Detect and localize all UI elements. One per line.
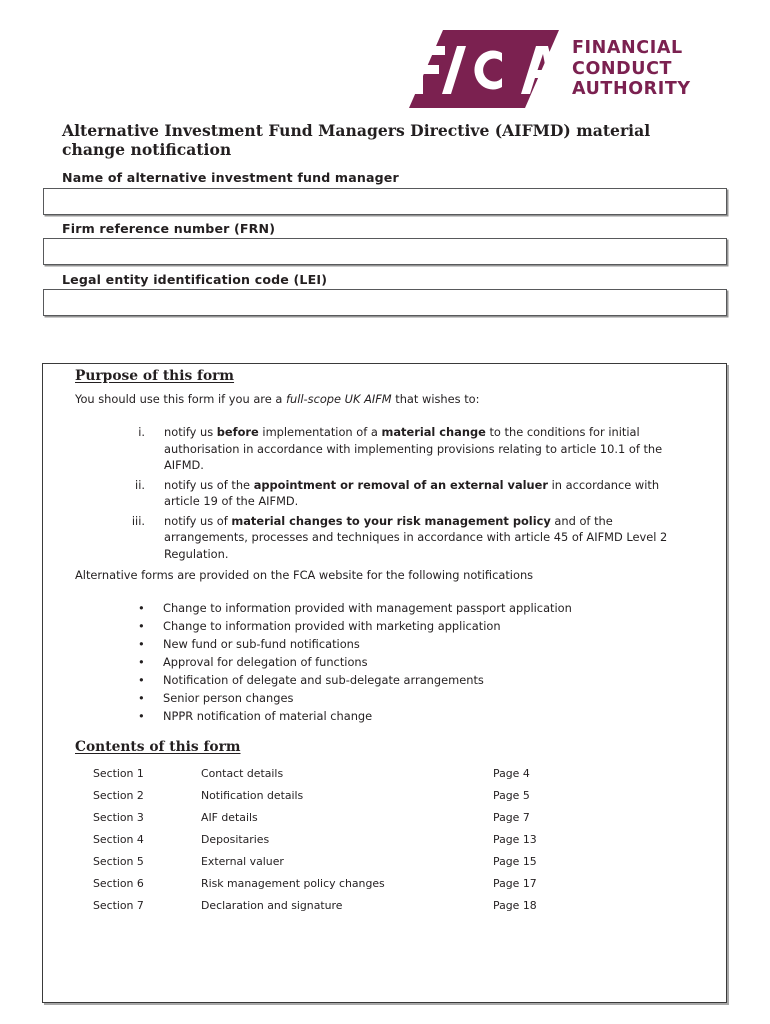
contents-section-cell: Section 7 bbox=[93, 899, 144, 912]
purpose-heading: Purpose of this form bbox=[75, 368, 235, 384]
alternative-form-label: Approval for delegation of functions bbox=[163, 655, 368, 669]
label-aifm-name: Name of alternative investment fund manager bbox=[62, 170, 399, 185]
bullet-icon: • bbox=[138, 655, 145, 669]
fca-logo-wordmark bbox=[572, 38, 691, 100]
table-row bbox=[43, 829, 726, 851]
fca-logo bbox=[409, 30, 689, 108]
contents-page-cell: Page 15 bbox=[493, 855, 537, 868]
purpose-list-item bbox=[43, 513, 726, 563]
purpose-list-marker: i. bbox=[138, 425, 145, 439]
alternative-form-item bbox=[43, 707, 726, 725]
purpose-list-item bbox=[43, 424, 726, 474]
alternative-form-label: New fund or sub-fund notifications bbox=[163, 637, 360, 651]
input-aifm-name[interactable] bbox=[43, 188, 727, 215]
fca-logo-mark bbox=[409, 30, 559, 108]
contents-description-cell: External valuer bbox=[201, 855, 284, 868]
input-firm-reference-number[interactable] bbox=[43, 238, 727, 265]
purpose-list-text: notify us of material changes to your risk management policy and of the arrangements, processes and techniques in accordance with article 45 of AIFMD Level 2 Regulation. bbox=[164, 513, 668, 561]
bullet-icon: • bbox=[138, 709, 145, 723]
table-row bbox=[43, 851, 726, 873]
alternative-form-label: NPPR notification of material change bbox=[163, 709, 373, 723]
contents-section-cell: Section 1 bbox=[93, 767, 144, 780]
purpose-list-marker: ii. bbox=[135, 477, 145, 492]
alternative-form-item bbox=[43, 671, 726, 689]
logo-word-line-2: CONDUCT bbox=[572, 58, 673, 79]
table-row bbox=[43, 807, 726, 829]
bullet-icon: • bbox=[138, 673, 145, 687]
contents-description-cell: Declaration and signature bbox=[201, 899, 343, 912]
purpose-panel bbox=[42, 363, 727, 1003]
table-row bbox=[43, 895, 726, 917]
purpose-intro-prefix: You should use this form if you are a bbox=[75, 392, 286, 406]
alternative-form-item bbox=[43, 599, 726, 617]
alternative-form-label: Notification of delegate and sub-delegate arrangements bbox=[163, 673, 484, 687]
purpose-intro-line bbox=[75, 391, 695, 408]
alternative-forms-intro: Alternative forms are provided on the FCA website for the following notifications bbox=[75, 568, 534, 582]
page-title: Alternative Investment Fund Managers Directive (AIFMD) material change notification bbox=[62, 121, 651, 159]
contents-description-cell: Notification details bbox=[201, 789, 304, 802]
contents-page-cell: Page 13 bbox=[493, 833, 537, 846]
logo-word-line-3: AUTHORITY bbox=[572, 79, 691, 99]
contents-section-cell: Section 6 bbox=[93, 877, 144, 890]
alternative-form-label: Change to information provided with marketing application bbox=[163, 619, 501, 633]
contents-table bbox=[43, 763, 726, 917]
purpose-list-marker: iii. bbox=[131, 513, 145, 528]
contents-description-cell: Contact details bbox=[201, 767, 284, 780]
contents-page-cell: Page 17 bbox=[493, 877, 537, 890]
contents-description-cell: Depositaries bbox=[201, 833, 270, 846]
alternative-forms-list bbox=[43, 599, 726, 725]
contents-page-cell: Page 5 bbox=[493, 789, 530, 802]
contents-page-cell: Page 4 bbox=[493, 767, 530, 780]
table-row bbox=[43, 785, 726, 807]
purpose-intro-suffix: that wishes to: bbox=[391, 392, 480, 406]
table-row bbox=[43, 763, 726, 785]
contents-section-cell: Section 3 bbox=[93, 811, 144, 824]
purpose-list-text: notify us before implementation of a material change to the conditions for initial authorisation in accordance with implementing provisions relating to article 10.1 of the AIFMD. bbox=[164, 425, 663, 472]
label-firm-reference-number: Firm reference number (FRN) bbox=[62, 221, 276, 236]
contents-heading: Contents of this form bbox=[75, 739, 241, 755]
purpose-list-item bbox=[43, 477, 726, 510]
purpose-intro-italic: full-scope UK AIFM bbox=[285, 392, 392, 406]
alternative-form-item bbox=[43, 689, 726, 707]
label-legal-entity-identification-code: Legal entity identification code (LEI) bbox=[62, 272, 328, 287]
contents-description-cell: AIF details bbox=[201, 811, 258, 824]
contents-section-cell: Section 5 bbox=[93, 855, 144, 868]
contents-page-cell: Page 7 bbox=[493, 811, 530, 824]
bullet-icon: • bbox=[138, 637, 145, 651]
bullet-icon: • bbox=[138, 619, 145, 633]
purpose-roman-list bbox=[43, 424, 726, 565]
contents-section-cell: Section 2 bbox=[93, 789, 144, 802]
input-legal-entity-identification-code[interactable] bbox=[43, 289, 727, 316]
contents-page-cell: Page 18 bbox=[493, 899, 537, 912]
bullet-icon: • bbox=[138, 691, 145, 705]
alternative-form-label: Senior person changes bbox=[163, 691, 294, 705]
purpose-list-text: notify us of the appointment or removal of an external valuer in accordance with article 19 of the AIFMD. bbox=[164, 477, 660, 508]
contents-description-cell: Risk management policy changes bbox=[201, 877, 385, 890]
alternative-form-item bbox=[43, 653, 726, 671]
bullet-icon: • bbox=[138, 601, 145, 615]
contents-section-cell: Section 4 bbox=[93, 833, 144, 846]
alternative-form-item bbox=[43, 617, 726, 635]
logo-word-line-1: FINANCIAL bbox=[572, 38, 683, 58]
table-row bbox=[43, 873, 726, 895]
alternative-form-item bbox=[43, 635, 726, 653]
alternative-form-label: Change to information provided with management passport application bbox=[163, 601, 572, 615]
